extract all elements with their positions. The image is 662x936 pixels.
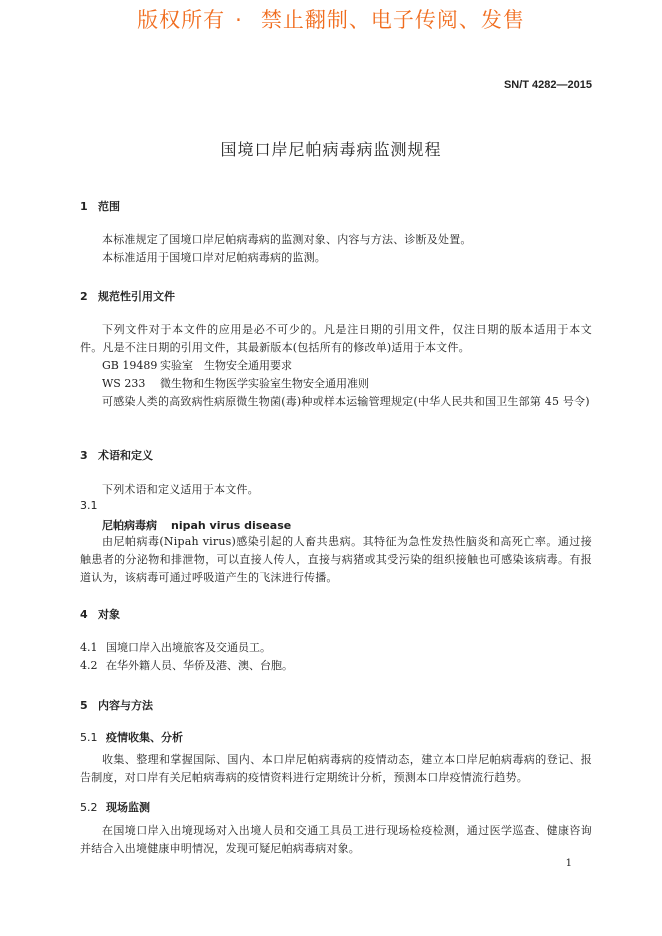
section-2-paragraph-1: 下列文件对于本文件的应用是必不可少的。凡是注日期的引用文件，仅注日期的版本适用于本文件。凡是不注日期的引用文件，其最新版本(包括所有的修改单)适用于本文件。 bbox=[80, 323, 592, 354]
item-text: 在华外籍人员、华侨及港、澳、台胞。 bbox=[106, 659, 293, 672]
section-2-paragraph-2: 可感染人类的高致病性病原微生物菌(毒)种或样本运输管理规定(中华人民共和国卫生部第 45 号令) bbox=[102, 395, 590, 408]
banner-copyright: 版权所有 bbox=[137, 8, 226, 32]
reference-item bbox=[102, 375, 369, 393]
section-2-number: 2 bbox=[80, 290, 88, 303]
banner-prohibition: 禁止翻制、电子传阅、发售 bbox=[260, 8, 525, 32]
reference-title: 实验室 生物安全通用要求 bbox=[160, 359, 292, 372]
section-2-title: 规范性引用文件 bbox=[98, 290, 175, 303]
term-chinese: 尼帕病毒病 bbox=[102, 519, 157, 532]
section-2-heading bbox=[80, 288, 175, 304]
reference-item bbox=[102, 357, 292, 375]
subsection-5-2-text: 在国境口岸入出境现场对入出境人员和交通工具员工进行现场检疫检测，通过医学巡查、健康咨询并结合入出境健康申明情况，发现可疑尼帕病毒病对象。 bbox=[80, 824, 592, 855]
section-5-title: 内容与方法 bbox=[98, 699, 153, 712]
subsection-5-1-heading bbox=[80, 729, 183, 745]
banner-dot: · bbox=[235, 8, 243, 32]
subsection-5-1-title: 疫情收集、分析 bbox=[106, 731, 183, 744]
document-title: 国境口岸尼帕病毒病监测规程 bbox=[220, 140, 442, 159]
section-3-paragraph-1: 下列术语和定义适用于本文件。 bbox=[102, 483, 259, 496]
standard-number: SN/T 4282—2015 bbox=[503, 79, 592, 91]
subsection-3-1-number: 3.1 bbox=[80, 499, 98, 512]
section-5-number: 5 bbox=[80, 699, 88, 712]
item-text: 国境口岸入出境旅客及交通员工。 bbox=[106, 641, 271, 654]
section-5-heading bbox=[80, 697, 153, 713]
section-4-number: 4 bbox=[80, 608, 88, 621]
section-1-heading bbox=[80, 198, 120, 214]
copyright-banner bbox=[0, 4, 662, 34]
section-3-heading bbox=[80, 447, 153, 463]
term-entry bbox=[102, 517, 291, 533]
section-4-heading bbox=[80, 606, 120, 622]
item-number: 4.1 bbox=[80, 641, 98, 654]
section-4-title: 对象 bbox=[98, 608, 120, 621]
subsection-5-1-number: 5.1 bbox=[80, 731, 98, 744]
list-item bbox=[80, 657, 293, 675]
section-1-paragraph-2: 本标准适用于国境口岸对尼帕病毒病的监测。 bbox=[102, 251, 326, 264]
subsection-5-2-heading bbox=[80, 799, 150, 815]
section-1-paragraph-1: 本标准规定了国境口岸尼帕病毒病的监测对象、内容与方法、诊断及处置。 bbox=[102, 233, 472, 246]
reference-code: WS 233 bbox=[102, 377, 146, 390]
term-definition: 由尼帕病毒(Nipah virus)感染引起的人畜共患病。其特征为急性发热性脑炎和高死亡率。通过接触患者的分泌物和排泄物，可以直接人传人，直接与病猪或其受污染的组织接触也可感染该病毒。有报道认为，该病毒可通过呼吸道产生的飞沫进行传播。 bbox=[80, 535, 592, 584]
page-number: 1 bbox=[565, 858, 572, 869]
section-1-title: 范围 bbox=[98, 200, 120, 213]
subsection-5-2-number: 5.2 bbox=[80, 801, 98, 814]
reference-title: 微生物和生物医学实验室生物安全通用准则 bbox=[160, 377, 369, 390]
section-3-title: 术语和定义 bbox=[98, 449, 153, 462]
section-1-number: 1 bbox=[80, 200, 88, 213]
item-number: 4.2 bbox=[80, 659, 98, 672]
section-3-number: 3 bbox=[80, 449, 88, 462]
list-item bbox=[80, 639, 271, 657]
subsection-5-2-title: 现场监测 bbox=[106, 801, 150, 814]
subsection-5-1-text: 收集、整理和掌握国际、国内、本口岸尼帕病毒病的疫情动态，建立本口岸尼帕病毒病的登记、报告制度，对口岸有关尼帕病毒病的疫情资料进行定期统计分析，预测本口岸疫情流行趋势。 bbox=[80, 753, 592, 784]
reference-code: GB 19489 bbox=[102, 359, 158, 372]
term-english: nipah virus disease bbox=[171, 519, 292, 532]
